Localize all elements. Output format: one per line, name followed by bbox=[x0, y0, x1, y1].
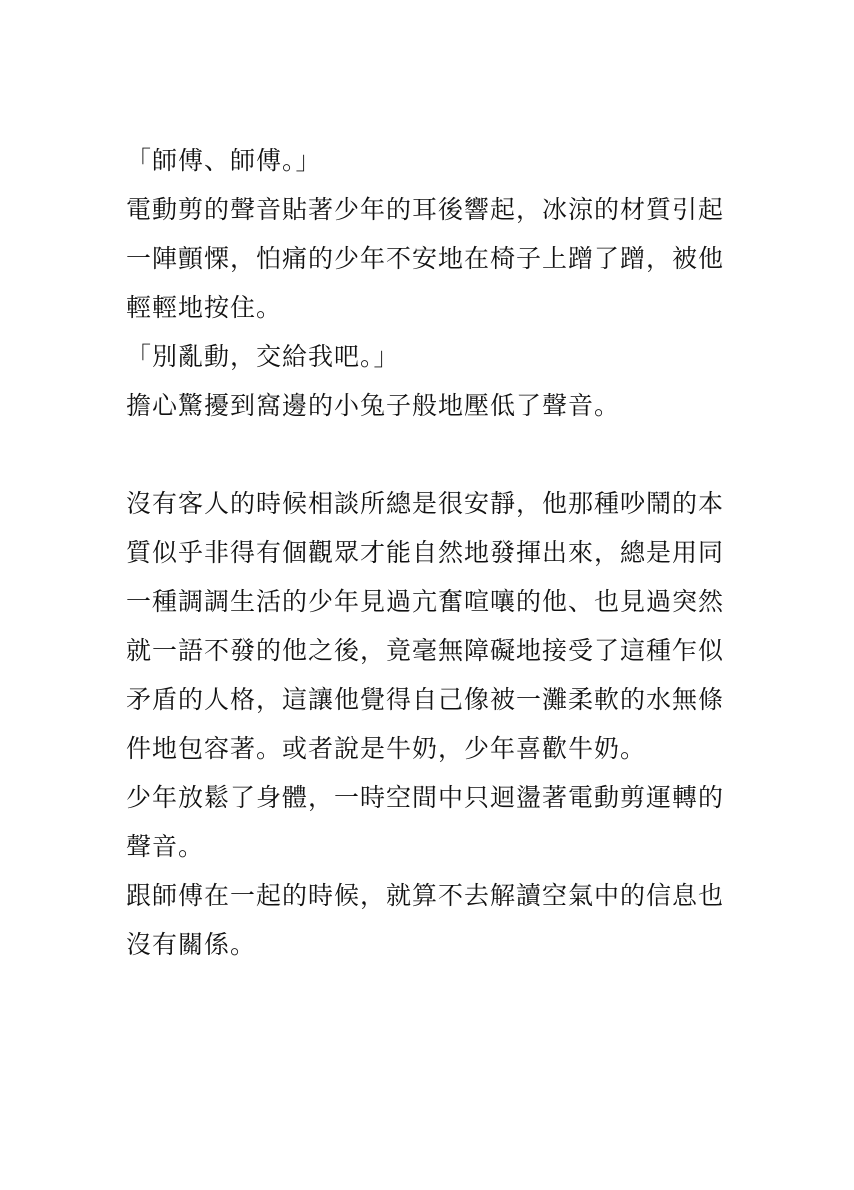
paragraph: 電動剪的聲音貼著少年的耳後響起，冰涼的材質引起一陣顫慄，怕痛的少年不安地在椅子上蹭了蹭，被他輕輕地按住。 bbox=[126, 195, 725, 322]
paragraph: 少年放鬆了身體，一時空間中只迴盪著電動剪運轉的聲音。 bbox=[126, 783, 725, 861]
paragraph-dialogue: 「別亂動，交給我吧。」 bbox=[126, 342, 400, 371]
paragraph: 跟師傅在一起的時候，就算不去解讀空氣中的信息也沒有關係。 bbox=[126, 881, 725, 959]
section-spacer bbox=[126, 430, 732, 479]
paragraph: 擔心驚擾到窩邊的小兔子般地壓低了聲音。 bbox=[126, 391, 621, 420]
document-page bbox=[126, 136, 732, 969]
paragraph: 沒有客人的時候相談所總是很安靜，他那種吵鬧的本質似乎非得有個觀眾才能自然地發揮出來，總是用同一種調調生活的少年見過亢奮喧嚷的他、也見過突然就一語不發的他之後，竟毫無障礙地接受了這種乍似矛盾的人格，這讓他覺得自己像被一灘柔軟的水無條件地包容著。或者說是牛奶，少年喜歡牛奶。 bbox=[126, 489, 725, 763]
paragraph-dialogue: 「師傅、師傅。」 bbox=[126, 146, 322, 175]
